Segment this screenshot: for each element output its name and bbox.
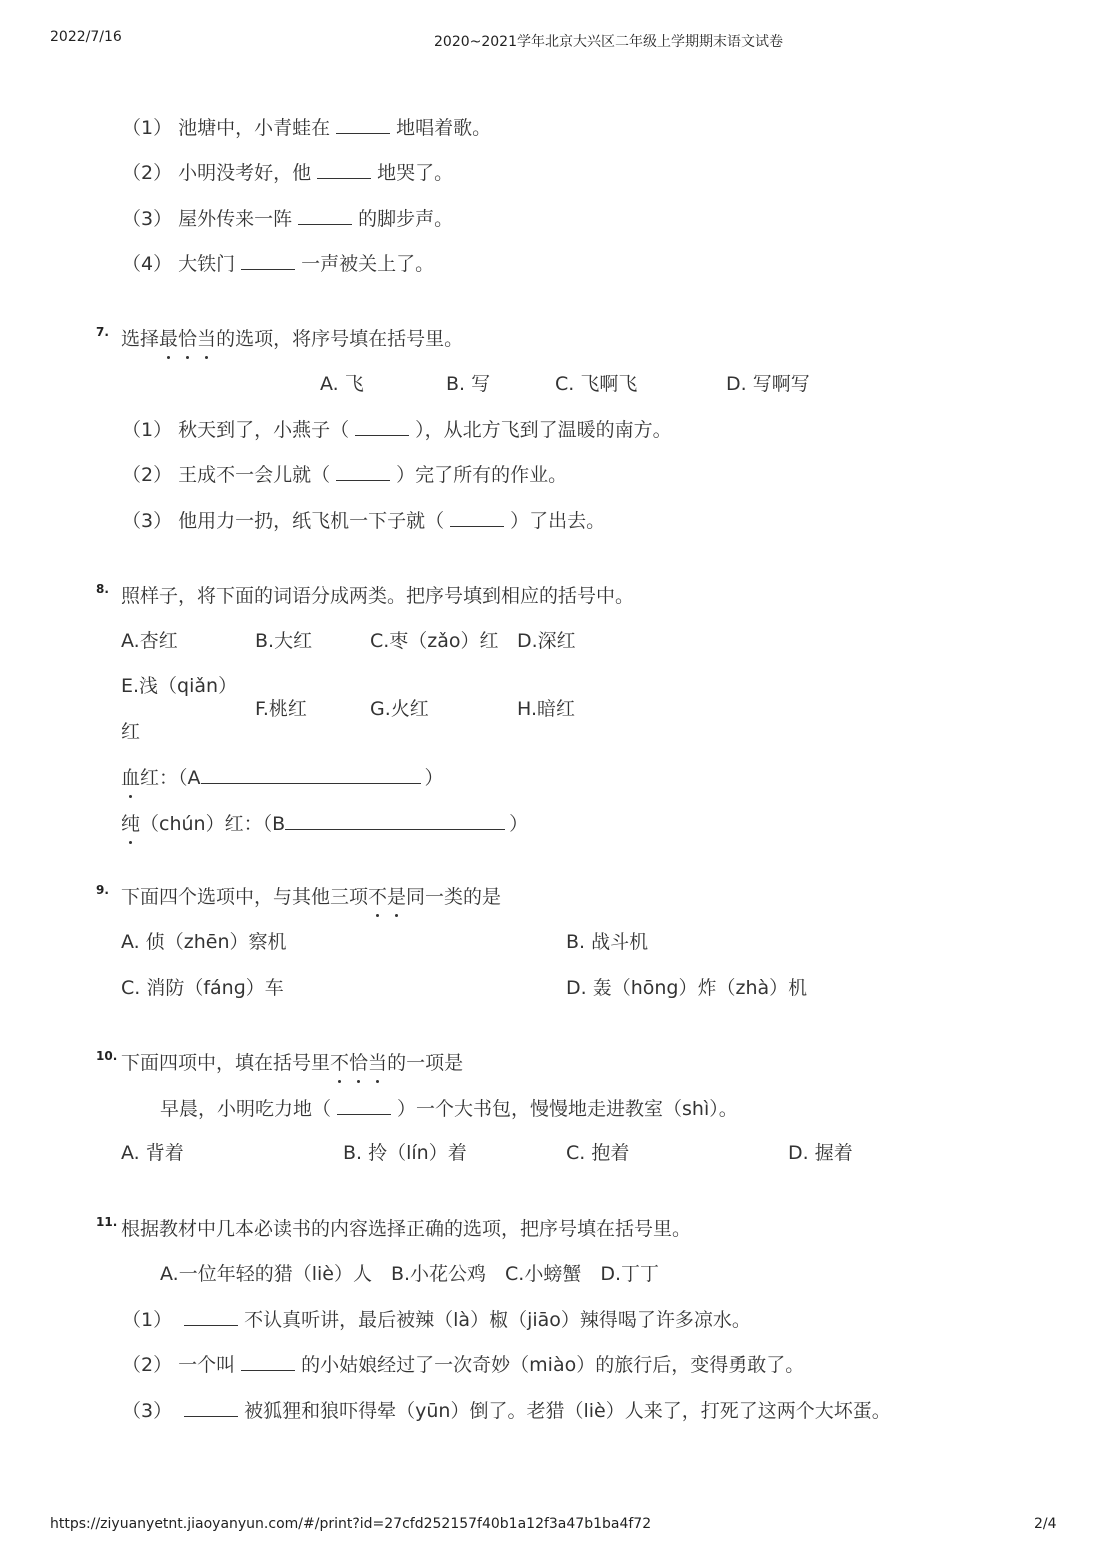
answer-blank[interactable] bbox=[285, 811, 505, 830]
answer-blank[interactable] bbox=[184, 1307, 238, 1326]
q8-option-e-cont: 红 bbox=[121, 721, 141, 743]
answer-blank[interactable] bbox=[317, 160, 371, 179]
q8-option-c: C.枣（zǎo）红 bbox=[370, 630, 499, 652]
q9-option-b: B. 战斗机 bbox=[566, 931, 649, 953]
q6-item-2: （2） 小明没考好，他 地哭了。 bbox=[122, 162, 454, 184]
q9-option-a: A. 侦（zhēn）察机 bbox=[121, 931, 287, 953]
q10-option-d: D. 握着 bbox=[788, 1142, 853, 1164]
q10-option-c: C. 抱着 bbox=[566, 1142, 630, 1164]
q8-option-a: A.杏红 bbox=[121, 630, 178, 652]
print-date: 2022/7/16 bbox=[50, 29, 122, 45]
q7-item-3: （3） 他用力一扔，纸飞机一下子就（ ）了出去。 bbox=[122, 510, 606, 532]
question-number: 7. bbox=[96, 325, 109, 339]
document-title: 2020~2021学年北京大兴区二年级上学期期末语文试卷 bbox=[434, 34, 783, 50]
q10-option-b: B. 拎（lín）着 bbox=[343, 1142, 467, 1164]
answer-blank[interactable] bbox=[336, 462, 390, 481]
q10-sentence: 早晨，小明吃力地（ ）一个大书包，慢慢地走进教室（shì）。 bbox=[160, 1098, 738, 1120]
answer-blank[interactable] bbox=[336, 115, 390, 134]
q9-option-d: D. 轰（hōng）炸（zhà）机 bbox=[566, 977, 808, 999]
q8-option-e: E.浅（qiǎn） bbox=[121, 675, 238, 697]
q9-option-c: C. 消防（fánɡ）车 bbox=[121, 977, 284, 999]
q7-option-a: A. 飞 bbox=[320, 373, 364, 395]
q8-category-1: 血红：（A ） bbox=[121, 767, 444, 789]
q8-option-d: D.深红 bbox=[517, 630, 576, 652]
q7-stem: 选择最恰当的选项，将序号填在括号里。 bbox=[121, 328, 464, 350]
q8-option-g: G.火红 bbox=[370, 698, 429, 720]
q10-stem: 下面四项中，填在括号里不恰当的一项是 bbox=[121, 1052, 464, 1074]
question-number: 11. bbox=[96, 1215, 118, 1229]
q8-option-h: H.暗红 bbox=[517, 698, 575, 720]
q7-option-b: B. 写 bbox=[446, 373, 491, 395]
q7-item-1: （1） 秋天到了，小燕子（ ），从北方飞到了温暖的南方。 bbox=[122, 419, 672, 441]
q6-item-3: （3） 屋外传来一阵 的脚步声。 bbox=[122, 208, 454, 230]
q7-option-d: D. 写啊写 bbox=[726, 373, 810, 395]
answer-blank[interactable] bbox=[201, 765, 421, 784]
q10-option-a: A. 背着 bbox=[121, 1142, 184, 1164]
q7-item-2: （2） 王成不一会儿就（ ）完了所有的作业。 bbox=[122, 464, 568, 486]
q11-item-1: （1） 不认真听讲，最后被辣（là）椒（jiāo）辣得喝了许多凉水。 bbox=[122, 1309, 751, 1331]
q8-option-f: F.桃红 bbox=[255, 698, 307, 720]
q9-stem: 下面四个选项中，与其他三项不是同一类的是 bbox=[121, 886, 502, 908]
page-number: 2/4 bbox=[1034, 1516, 1057, 1532]
question-number: 9. bbox=[96, 883, 109, 897]
q11-item-3: （3） 被狐狸和狼吓得晕（yūn）倒了。老猎（liè）人来了，打死了这两个大坏蛋。 bbox=[122, 1400, 891, 1422]
answer-blank[interactable] bbox=[184, 1398, 238, 1417]
answer-blank[interactable] bbox=[298, 206, 352, 225]
q11-item-2: （2） 一个叫 的小姑娘经过了一次奇妙（miào）的旅行后，变得勇敢了。 bbox=[122, 1354, 805, 1376]
answer-blank[interactable] bbox=[241, 1352, 295, 1371]
page-url: https://ziyuanyetnt.jiaoyanyun.com/#/print?id=27cfd252157f40b1a12f3a47b1ba4f72 bbox=[50, 1516, 652, 1532]
question-number: 10. bbox=[96, 1049, 118, 1063]
answer-blank[interactable] bbox=[337, 1096, 391, 1115]
answer-blank[interactable] bbox=[450, 508, 504, 527]
q6-item-1: （1） 池塘中，小青蛙在 地唱着歌。 bbox=[122, 117, 492, 139]
q6-item-4: （4） 大铁门 一声被关上了。 bbox=[122, 253, 435, 275]
q11-options: A.一位年轻的猎（liè）人 B.小花公鸡 C.小螃蟹 D.丁丁 bbox=[160, 1263, 660, 1285]
q11-stem: 根据教材中几本必读书的内容选择正确的选项，把序号填在括号里。 bbox=[121, 1218, 692, 1240]
q8-category-2: 纯（chún）红：（B ） bbox=[121, 813, 529, 835]
q7-option-c: C. 飞啊飞 bbox=[555, 373, 638, 395]
q8-option-b: B.大红 bbox=[255, 630, 313, 652]
q8-stem: 照样子，将下面的词语分成两类。把序号填到相应的括号中。 bbox=[121, 585, 635, 607]
answer-blank[interactable] bbox=[355, 417, 409, 436]
answer-blank[interactable] bbox=[241, 251, 295, 270]
question-number: 8. bbox=[96, 582, 109, 596]
